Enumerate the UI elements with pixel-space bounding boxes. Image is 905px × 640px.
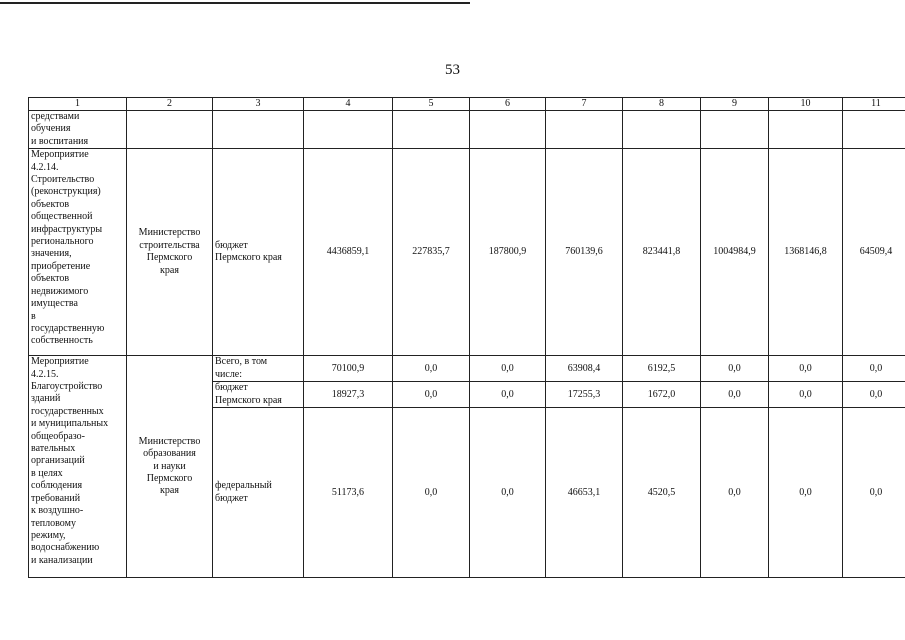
column-header: 8	[623, 98, 701, 111]
table-row	[29, 111, 905, 149]
value-cell: 6192,5	[623, 356, 701, 382]
empty-cell	[393, 111, 470, 149]
budget-table	[28, 97, 905, 578]
value-cell: 4520,5	[623, 408, 701, 578]
value-cell: 760139,6	[546, 149, 623, 356]
value-cell: 70100,9	[304, 356, 393, 382]
table-row	[29, 356, 905, 382]
value-cell: 0,0	[470, 356, 546, 382]
value-cell: 0,0	[843, 356, 905, 382]
value-cell: 0,0	[701, 356, 769, 382]
empty-cell	[304, 111, 393, 149]
column-header: 7	[546, 98, 623, 111]
value-cell: 1004984,9	[701, 149, 769, 356]
value-cell: 0,0	[701, 382, 769, 408]
event-name-cell: средствами обучения и воспитания	[29, 111, 127, 149]
funding-source-cell: Всего, в том числе:	[213, 356, 304, 382]
value-cell: 0,0	[769, 408, 843, 578]
column-header: 2	[127, 98, 213, 111]
column-header: 9	[701, 98, 769, 111]
empty-cell	[470, 111, 546, 149]
empty-cell	[701, 111, 769, 149]
empty-cell	[769, 111, 843, 149]
value-cell: 1672,0	[623, 382, 701, 408]
value-cell: 0,0	[470, 408, 546, 578]
value-cell: 0,0	[843, 408, 905, 578]
value-cell: 17255,3	[546, 382, 623, 408]
table-row	[29, 149, 905, 356]
value-cell: 64509,4	[843, 149, 905, 356]
event-name-cell: Мероприятие 4.2.14. Строительство (реконструкция) объектов общественной инфраструктуры регионального значения, приобретение объектов недвижимого имущества в государственную собственность	[29, 149, 127, 356]
value-cell: 63908,4	[546, 356, 623, 382]
value-cell: 0,0	[393, 356, 470, 382]
value-cell: 0,0	[393, 382, 470, 408]
value-cell: 0,0	[393, 408, 470, 578]
funding-source-cell: бюджет Пермского края	[213, 382, 304, 408]
empty-cell	[546, 111, 623, 149]
responsible-cell: Министерство образования и науки Пермского края	[127, 356, 213, 578]
value-cell: 227835,7	[393, 149, 470, 356]
top-rule	[0, 2, 470, 4]
value-cell: 1368146,8	[769, 149, 843, 356]
value-cell: 0,0	[769, 382, 843, 408]
value-cell: 4436859,1	[304, 149, 393, 356]
value-cell: 0,0	[470, 382, 546, 408]
value-cell: 187800,9	[470, 149, 546, 356]
value-cell: 0,0	[843, 382, 905, 408]
page-number: 53	[445, 62, 460, 78]
empty-cell	[213, 111, 304, 149]
value-cell: 0,0	[701, 408, 769, 578]
column-header: 1	[29, 98, 127, 111]
column-header: 6	[470, 98, 546, 111]
funding-source-cell: федеральный бюджет	[213, 408, 304, 578]
column-header: 3	[213, 98, 304, 111]
empty-cell	[843, 111, 905, 149]
empty-cell	[127, 111, 213, 149]
value-cell: 51173,6	[304, 408, 393, 578]
event-name-cell: Мероприятие 4.2.15. Благоустройство зданий государственных и муниципальных общеобразо- вательных организаций в целях соблюдения требований к воздушно- тепловому режиму, водоснабжению и канализации	[29, 356, 127, 578]
value-cell: 0,0	[769, 356, 843, 382]
responsible-cell: Министерство строительства Пермского края	[127, 149, 213, 356]
column-header: 11	[843, 98, 905, 111]
value-cell: 823441,8	[623, 149, 701, 356]
column-header: 10	[769, 98, 843, 111]
column-header: 4	[304, 98, 393, 111]
value-cell: 18927,3	[304, 382, 393, 408]
empty-cell	[623, 111, 701, 149]
funding-source-cell: бюджет Пермского края	[213, 149, 304, 356]
column-number-row	[29, 98, 905, 111]
value-cell: 46653,1	[546, 408, 623, 578]
column-header: 5	[393, 98, 470, 111]
